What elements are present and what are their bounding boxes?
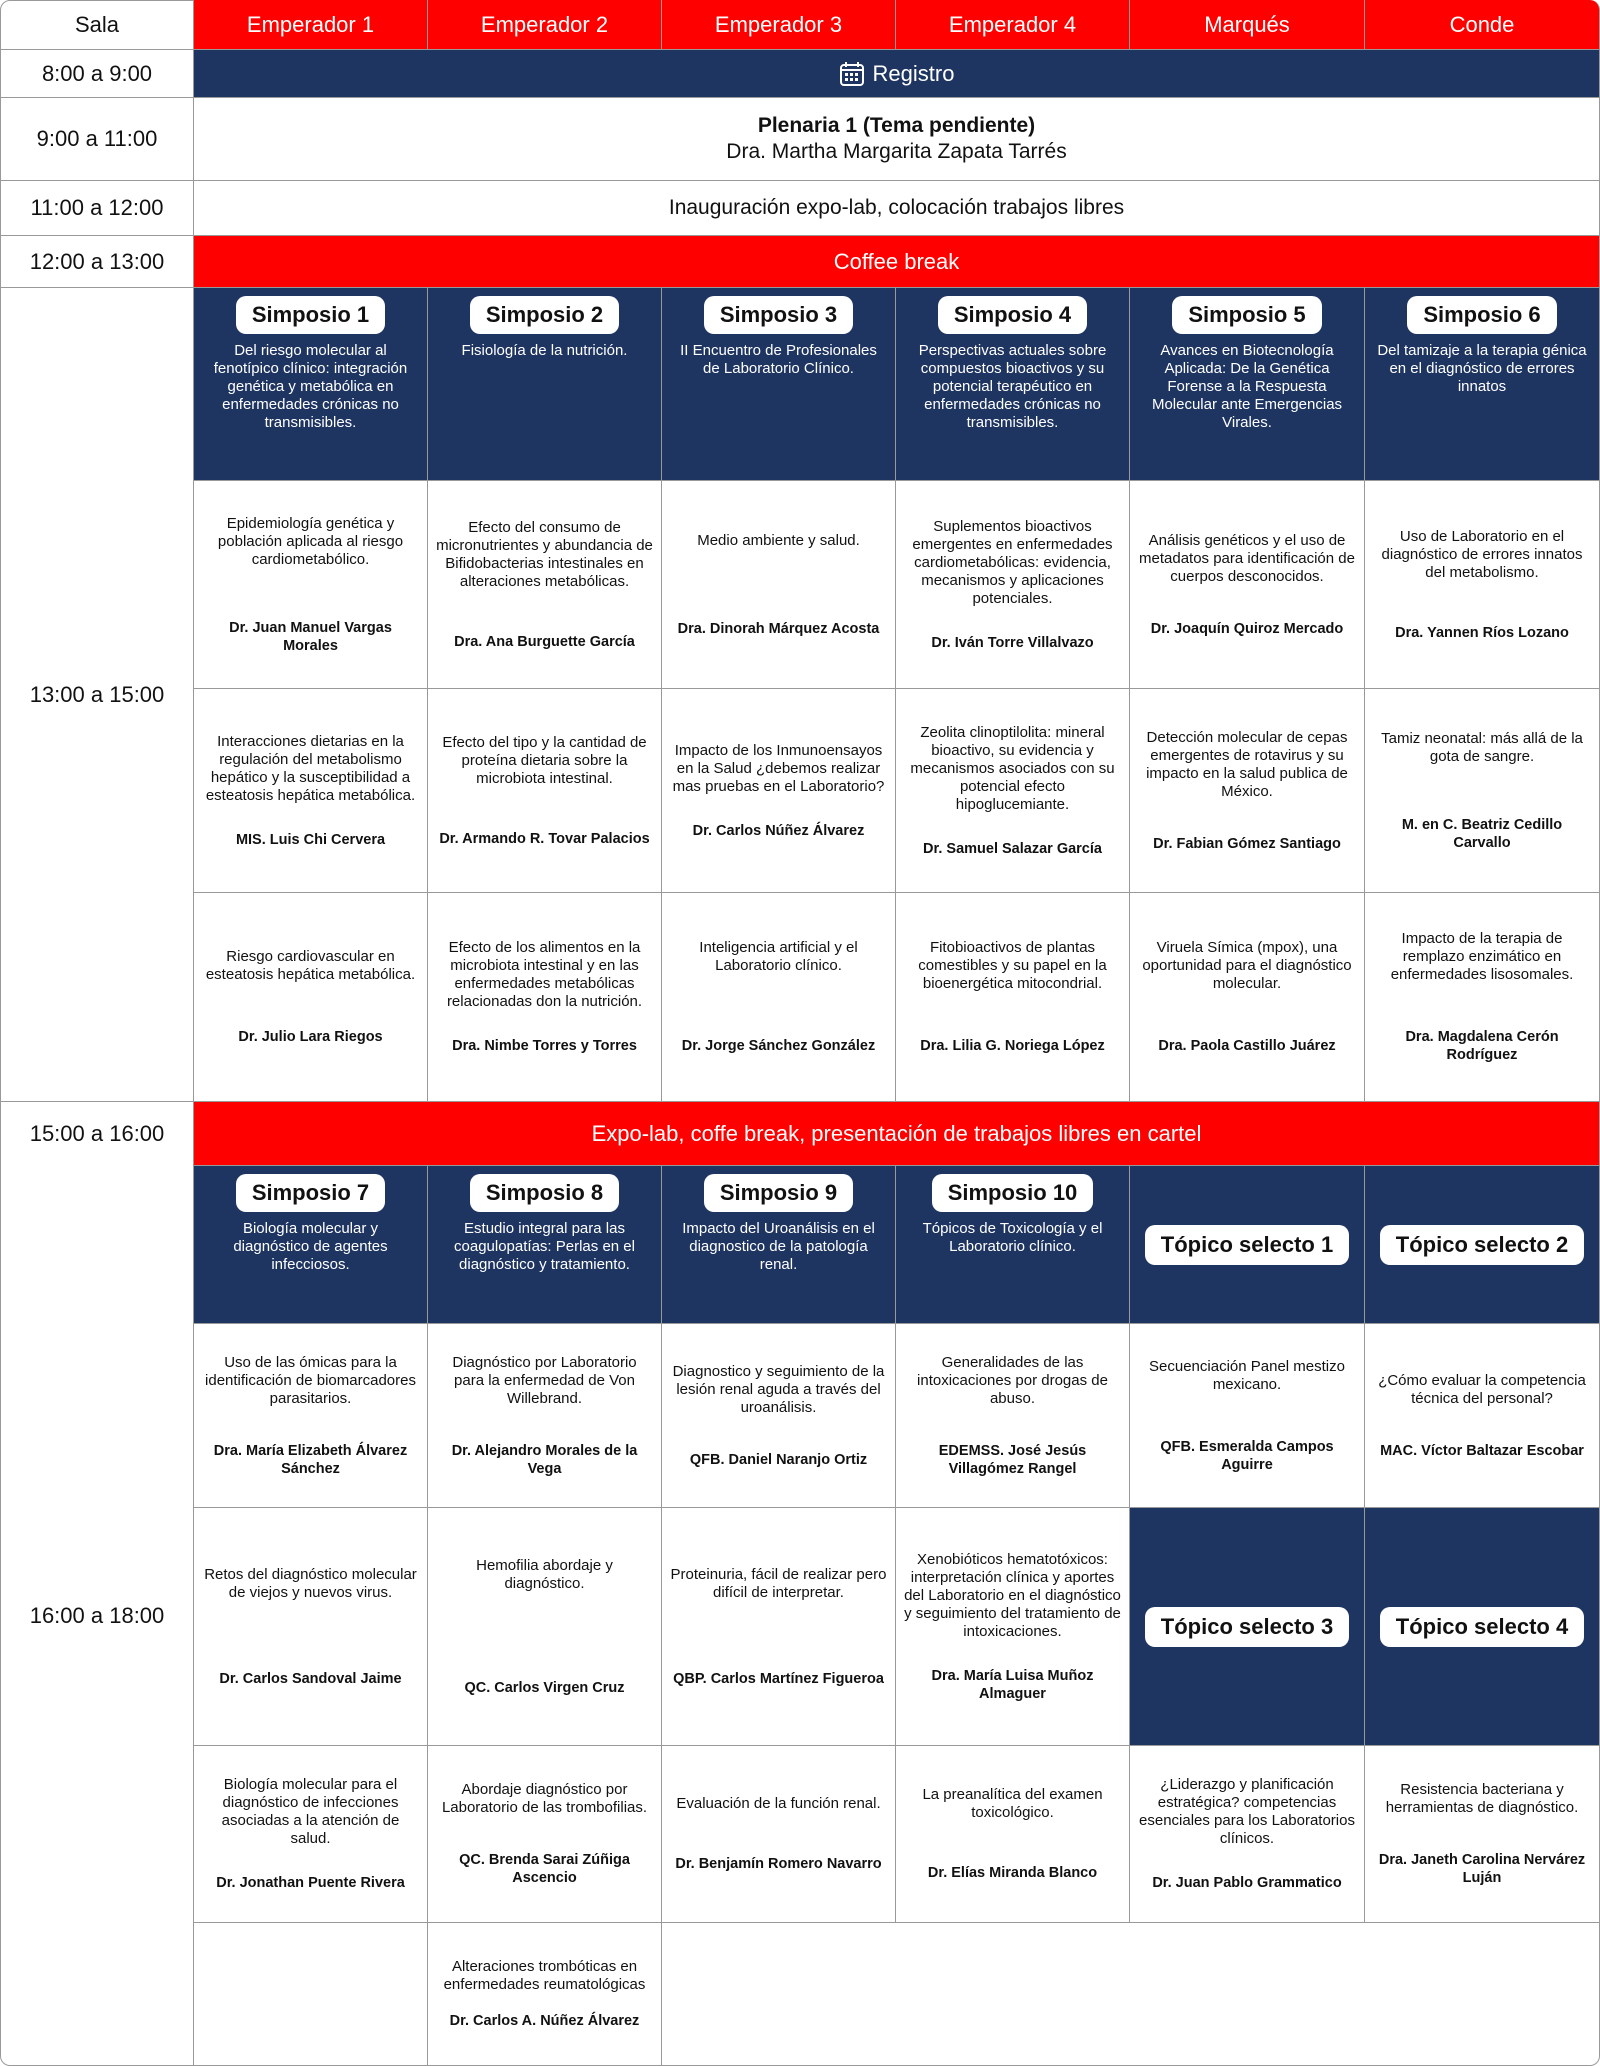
symposium-header: [1365, 288, 1600, 481]
talk-title: Fitobioactivos de plantas comestibles y su papel en la bioenergética mitocondrial.: [918, 939, 1107, 992]
empty-cell: [194, 1923, 428, 2066]
talk-speaker: Dra. Dinorah Márquez Acosta: [677, 620, 880, 637]
talk-speaker: Dr. Carlos Núñez Álvarez: [692, 822, 865, 839]
talk-speaker: Dr. Alejandro Morales de la Vega: [451, 1442, 638, 1477]
talk-title: Suplementos bioactivos emergentes en enfermedades cardiometabólicas: evidencia, mecanismos y aplicaciones potenciales.: [912, 517, 1113, 607]
talk-title: Abordaje diagnóstico por Laboratorio de las trombofilias.: [441, 1781, 648, 1816]
time-slot: [0, 1166, 194, 2066]
talk-speaker: QC. Brenda Sarai Zúñiga Ascencio: [459, 1852, 630, 1886]
talk-title: Xenobióticos hematotóxicos: interpretación clínica y aportes del Laboratorio en el diagnóstico y seguimiento del tratamiento de intoxicaciones.: [904, 1550, 1121, 1640]
talk-cell: [194, 1508, 428, 1746]
time-slot: [0, 98, 194, 181]
symposium-desc: Estudio integral para las coagulopatías: Perlas en el diagnóstico y tratamiento.: [454, 1220, 635, 1273]
talk-speaker: Dra. Nimbe Torres y Torres: [452, 1038, 637, 1054]
time-label: 13:00 a 15:00: [29, 681, 165, 707]
talk-title: Impacto de la terapia de remplazo enzimático en enfermedades lisosomales.: [1390, 930, 1574, 983]
talk-title: Hemofilia abordaje y diagnóstico.: [476, 1556, 613, 1592]
talk-cell: [1365, 1746, 1600, 1923]
plenaria-block: [194, 98, 1600, 181]
plenaria-speaker: Dra. Martha Margarita Zapata Tarrés: [726, 140, 1067, 163]
symposium-header: [896, 1166, 1130, 1324]
symposium-desc: Del tamizaje a la terapia génica en el diagnóstico de errores innatos: [1377, 342, 1587, 395]
talk-title: Biología molecular para el diagnóstico de infecciones asociadas a la atención de salud.: [221, 1776, 400, 1847]
talk-cell: [428, 689, 662, 893]
symposium-desc: Impacto del Uroanálisis en el diagnostico de la patología renal.: [682, 1220, 875, 1273]
header-sala: [0, 0, 194, 50]
talk-speaker: Dra. Magdalena Cerón Rodríguez: [1405, 1029, 1559, 1063]
talk-speaker: Dr. Benjamín Romero Navarro: [675, 1856, 882, 1872]
talk-title: Uso de Laboratorio en el diagnóstico de errores innatos del metabolismo.: [1381, 527, 1583, 581]
time-slot: [0, 50, 194, 98]
talk-speaker: Dr. Jorge Sánchez González: [681, 1038, 876, 1054]
talk-cell: [662, 893, 896, 1102]
talk-speaker: Dr. Iván Torre Villalvazo: [931, 634, 1094, 651]
symposium-desc: II Encuentro de Profesionales de Laboratorio Clínico.: [680, 342, 877, 377]
talk-title: Detección molecular de cepas emergentes de rotavirus y su impacto en la salud publica de México.: [1146, 728, 1348, 800]
talk-speaker: Dr. Carlos A. Núñez Álvarez: [449, 2013, 640, 2029]
talk-cell: [428, 893, 662, 1102]
talk-cell: [1130, 1746, 1365, 1923]
symposium-desc: Perspectivas actuales sobre compuestos bioactivos y su potencial terapéutico en enfermedades crónicas no transmisibles.: [918, 342, 1107, 431]
talk-title: Efecto del tipo y la cantidad de proteína dietaria sobre la microbiota intestinal.: [442, 733, 647, 787]
talk-title: Secuenciación Panel mestizo mexicano.: [1149, 1357, 1345, 1393]
time-label: 11:00 a 12:00: [30, 195, 164, 220]
talk-title: Impacto de los Inmunoensayos en la Salud ¿debemos realizar mas pruebas en el Laboratorio?: [672, 741, 885, 795]
talk-cell: [662, 1746, 896, 1923]
registro-banner: [194, 50, 1600, 98]
talk-cell: [896, 481, 1130, 689]
talk-speaker: Dr. Julio Lara Riegos: [238, 1029, 383, 1045]
time-label: 15:00 a 16:00: [29, 1121, 165, 1146]
time-slot: [0, 288, 194, 1102]
talk-speaker: Dra. Ana Burguette García: [454, 633, 635, 650]
plenaria-title: Plenaria 1 (Tema pendiente): [757, 114, 1036, 137]
symposium-header: [1130, 288, 1365, 481]
symposium-desc: Avances en Biotecnología Aplicada: De la Genética Forense a la Respuesta Molecular ante Emergencias Virales.: [1151, 342, 1343, 431]
talk-title: Viruela Símica (mpox), una oportunidad para el diagnóstico molecular.: [1142, 939, 1352, 992]
talk-cell: [428, 1923, 662, 2066]
talk-speaker: QC. Carlos Virgen Cruz: [464, 1679, 625, 1696]
talk-cell: [1365, 481, 1600, 689]
talk-speaker: Dr. Juan Pablo Grammatico: [1152, 1875, 1342, 1891]
talk-title: Tamiz neonatal: más allá de la gota de sangre.: [1381, 729, 1583, 765]
talk-speaker: QBP. Carlos Martínez Figueroa: [673, 1670, 884, 1687]
symposium-header: [194, 1166, 428, 1324]
talk-title: Riesgo cardiovascular en esteatosis hepática metabólica.: [205, 948, 416, 983]
symposium-desc: Tópicos de Toxicología y el Laboratorio clínico.: [922, 1220, 1103, 1255]
topico-header: [1365, 1166, 1600, 1324]
symposium-pill: Simposio 6: [1407, 296, 1556, 334]
talk-cell: [428, 1324, 662, 1508]
coffee-break-banner: [194, 236, 1600, 288]
talk-cell: [1365, 689, 1600, 893]
empty-cell: [662, 1923, 1600, 2066]
symposium-header: [896, 288, 1130, 481]
header-room-3: [662, 0, 896, 50]
talk-title: La preanalítica del examen toxicológico.: [922, 1786, 1103, 1821]
time-slot: [0, 181, 194, 236]
topico-header: [1130, 1508, 1365, 1746]
header-room-label: Marqués: [1204, 11, 1290, 37]
symposium-header: [194, 288, 428, 481]
header-room-label: Conde: [1449, 11, 1515, 37]
symposium-header: [428, 1166, 662, 1324]
talk-speaker: Dra. María Luisa Muñoz Almaguer: [931, 1667, 1094, 1702]
talk-cell: [896, 689, 1130, 893]
time-label: 12:00 a 13:00: [29, 248, 165, 274]
talk-title: Medio ambiente y salud.: [697, 531, 860, 549]
talk-cell: [896, 1324, 1130, 1508]
symposium-desc: Del riesgo molecular al fenotípico clínico: integración genética y metabólica en enfermedades crónicas no transmisibles.: [213, 342, 408, 431]
talk-cell: [662, 1324, 896, 1508]
talk-speaker: Dr. Samuel Salazar García: [923, 840, 1102, 857]
talk-title: ¿Liderazgo y planificación estratégica? competencias esenciales para los Laboratorios clínicos.: [1139, 1776, 1355, 1847]
inauguracion-block: [194, 181, 1600, 236]
talk-speaker: M. en C. Beatriz Cedillo Carvallo: [1401, 816, 1563, 851]
header-room-2: [428, 0, 662, 50]
time-label: 16:00 a 18:00: [29, 1602, 165, 1628]
topico-header: [1130, 1166, 1365, 1324]
calendar-icon: [839, 61, 865, 87]
symposium-pill: Simposio 4: [938, 296, 1087, 334]
expo-lab-banner: [194, 1102, 1600, 1166]
talk-speaker: Dr. Fabian Gómez Santiago: [1153, 835, 1341, 852]
talk-speaker: Dr. Carlos Sandoval Jaime: [219, 1670, 402, 1687]
topico-pill: Tópico selecto 2: [1380, 1225, 1584, 1265]
talk-title: ¿Cómo evaluar la competencia técnica del personal?: [1378, 1371, 1586, 1407]
talk-cell: [1130, 1324, 1365, 1508]
time-slot: [0, 1102, 194, 1166]
topico-pill: Tópico selecto 4: [1380, 1607, 1584, 1647]
talk-title: Efecto del consumo de micronutrientes y abundancia de Bifidobacterias intestinales en alteraciones metabólicas.: [436, 518, 653, 590]
talk-cell: [1130, 893, 1365, 1102]
talk-title: Uso de las ómicas para la identificación de biomarcadores parasitarios.: [205, 1353, 416, 1407]
talk-cell: [1130, 481, 1365, 689]
talk-speaker: QFB. Daniel Naranjo Ortiz: [689, 1451, 868, 1468]
symposium-pill: Simposio 10: [932, 1174, 1094, 1212]
talk-title: Zeolita clinoptilolita: mineral bioactivo, su evidencia y mecanismos asociados con su potencial efecto hipoglucemiante.: [910, 723, 1115, 813]
time-slot: [0, 236, 194, 288]
talk-cell: [194, 893, 428, 1102]
symposium-header: [428, 288, 662, 481]
talk-speaker: MIS. Luis Chi Cervera: [235, 831, 386, 848]
topico-pill: Tópico selecto 3: [1145, 1607, 1349, 1647]
talk-speaker: Dr. Elías Miranda Blanco: [927, 1865, 1098, 1881]
coffee-break-label: Coffee break: [833, 248, 960, 274]
talk-cell: [896, 1746, 1130, 1923]
talk-speaker: Dra. Lilia G. Noriega López: [920, 1038, 1105, 1054]
talk-speaker: Dra. María Elizabeth Álvarez Sánchez: [213, 1442, 408, 1477]
talk-cell: [1130, 689, 1365, 893]
talk-cell: [428, 1508, 662, 1746]
talk-cell: [896, 893, 1130, 1102]
talk-cell: [194, 689, 428, 893]
talk-speaker: Dr. Joaquín Quiroz Mercado: [1150, 620, 1344, 637]
talk-speaker: Dra. Yannen Ríos Lozano: [1395, 624, 1569, 641]
talk-title: Alteraciones trombóticas en enfermedades reumatológicas: [443, 1958, 646, 1993]
topico-header: [1365, 1508, 1600, 1746]
talk-speaker: Dr. Jonathan Puente Rivera: [216, 1875, 405, 1891]
talk-title: Generalidades de las intoxicaciones por drogas de abuso.: [917, 1353, 1108, 1407]
talk-cell: [194, 1324, 428, 1508]
talk-cell: [428, 481, 662, 689]
talk-title: Interacciones dietarias en la regulación del metabolismo hepático y la susceptibilidad a esteatosis hepática metabólica.: [205, 732, 416, 804]
header-room-6: [1365, 0, 1600, 50]
talk-cell: [1365, 1324, 1600, 1508]
symposium-pill: Simposio 2: [470, 296, 619, 334]
inauguracion-label: Inauguración expo-lab, colocación trabajos libres: [668, 196, 1125, 219]
header-room-4: [896, 0, 1130, 50]
talk-speaker: Dra. Paola Castillo Juárez: [1158, 1038, 1336, 1054]
talk-title: Retos del diagnóstico molecular de viejos y nuevos virus.: [204, 1565, 417, 1601]
expo-lab-label: Expo-lab, coffe break, presentación de trabajos libres en cartel: [591, 1120, 1202, 1146]
symposium-pill: Simposio 8: [470, 1174, 619, 1212]
talk-speaker: Dra. Janeth Carolina Nervárez Luján: [1378, 1852, 1586, 1886]
talk-title: Diagnóstico por Laboratorio para la enfermedad de Von Willebrand.: [452, 1353, 637, 1407]
header-room-label: Emperador 1: [246, 11, 375, 37]
talk-cell: [896, 1508, 1130, 1746]
symposium-pill: Simposio 7: [236, 1174, 385, 1212]
talk-speaker: QFB. Esmeralda Campos Aguirre: [1160, 1438, 1334, 1473]
symposium-pill: Simposio 3: [704, 296, 853, 334]
topico-pill: Tópico selecto 1: [1145, 1225, 1349, 1265]
header-sala-label: Sala: [74, 12, 120, 37]
symposium-desc: Fisiología de la nutrición.: [461, 342, 628, 359]
time-label: 9:00 a 11:00: [36, 126, 158, 151]
talk-speaker: MAC. Víctor Baltazar Escobar: [1380, 1442, 1584, 1459]
header-room-label: Emperador 3: [714, 11, 843, 37]
header-room-label: Emperador 4: [948, 11, 1077, 37]
header-room-5: [1130, 0, 1365, 50]
talk-cell: [1365, 893, 1600, 1102]
talk-title: Inteligencia artificial y el Laboratorio clínico.: [699, 939, 858, 974]
talk-cell: [428, 1746, 662, 1923]
talk-title: Diagnostico y seguimiento de la lesión renal aguda a través del uroanálisis.: [672, 1362, 885, 1416]
registro-label: Registro: [872, 60, 955, 86]
talk-cell: [662, 481, 896, 689]
talk-cell: [662, 689, 896, 893]
header-room-1: [194, 0, 428, 50]
symposium-pill: Simposio 1: [236, 296, 385, 334]
talk-cell: [194, 1746, 428, 1923]
symposium-desc: Biología molecular y diagnóstico de agentes infecciosos.: [233, 1220, 388, 1273]
talk-cell: [194, 481, 428, 689]
talk-title: Proteinuria, fácil de realizar pero difícil de interpretar.: [670, 1565, 887, 1601]
talk-title: Análisis genéticos y el uso de metadatos para identificación de cuerpos desconocidos.: [1139, 531, 1355, 585]
talk-title: Evaluación de la función renal.: [676, 1795, 881, 1812]
talk-title: Resistencia bacteriana y herramientas de diagnóstico.: [1385, 1781, 1579, 1816]
header-room-label: Emperador 2: [480, 11, 609, 37]
time-label: 8:00 a 9:00: [41, 60, 153, 86]
symposium-header: [662, 288, 896, 481]
talk-speaker: Dr. Juan Manuel Vargas Morales: [229, 619, 392, 654]
symposium-header: [662, 1166, 896, 1324]
symposium-pill: Simposio 5: [1172, 296, 1321, 334]
talk-title: Efecto de los alimentos en la microbiota intestinal y en las enfermedades metabólicas relacionadas don la nutrición.: [446, 939, 643, 1010]
symposium-pill: Simposio 9: [704, 1174, 853, 1212]
talk-title: Epidemiología genética y población aplicada al riesgo cardiometabólico.: [217, 514, 404, 568]
talk-speaker: EDEMSS. José Jesús Villagómez Rangel: [938, 1442, 1087, 1477]
talk-speaker: Dr. Armando R. Tovar Palacios: [439, 830, 650, 847]
talk-cell: [662, 1508, 896, 1746]
